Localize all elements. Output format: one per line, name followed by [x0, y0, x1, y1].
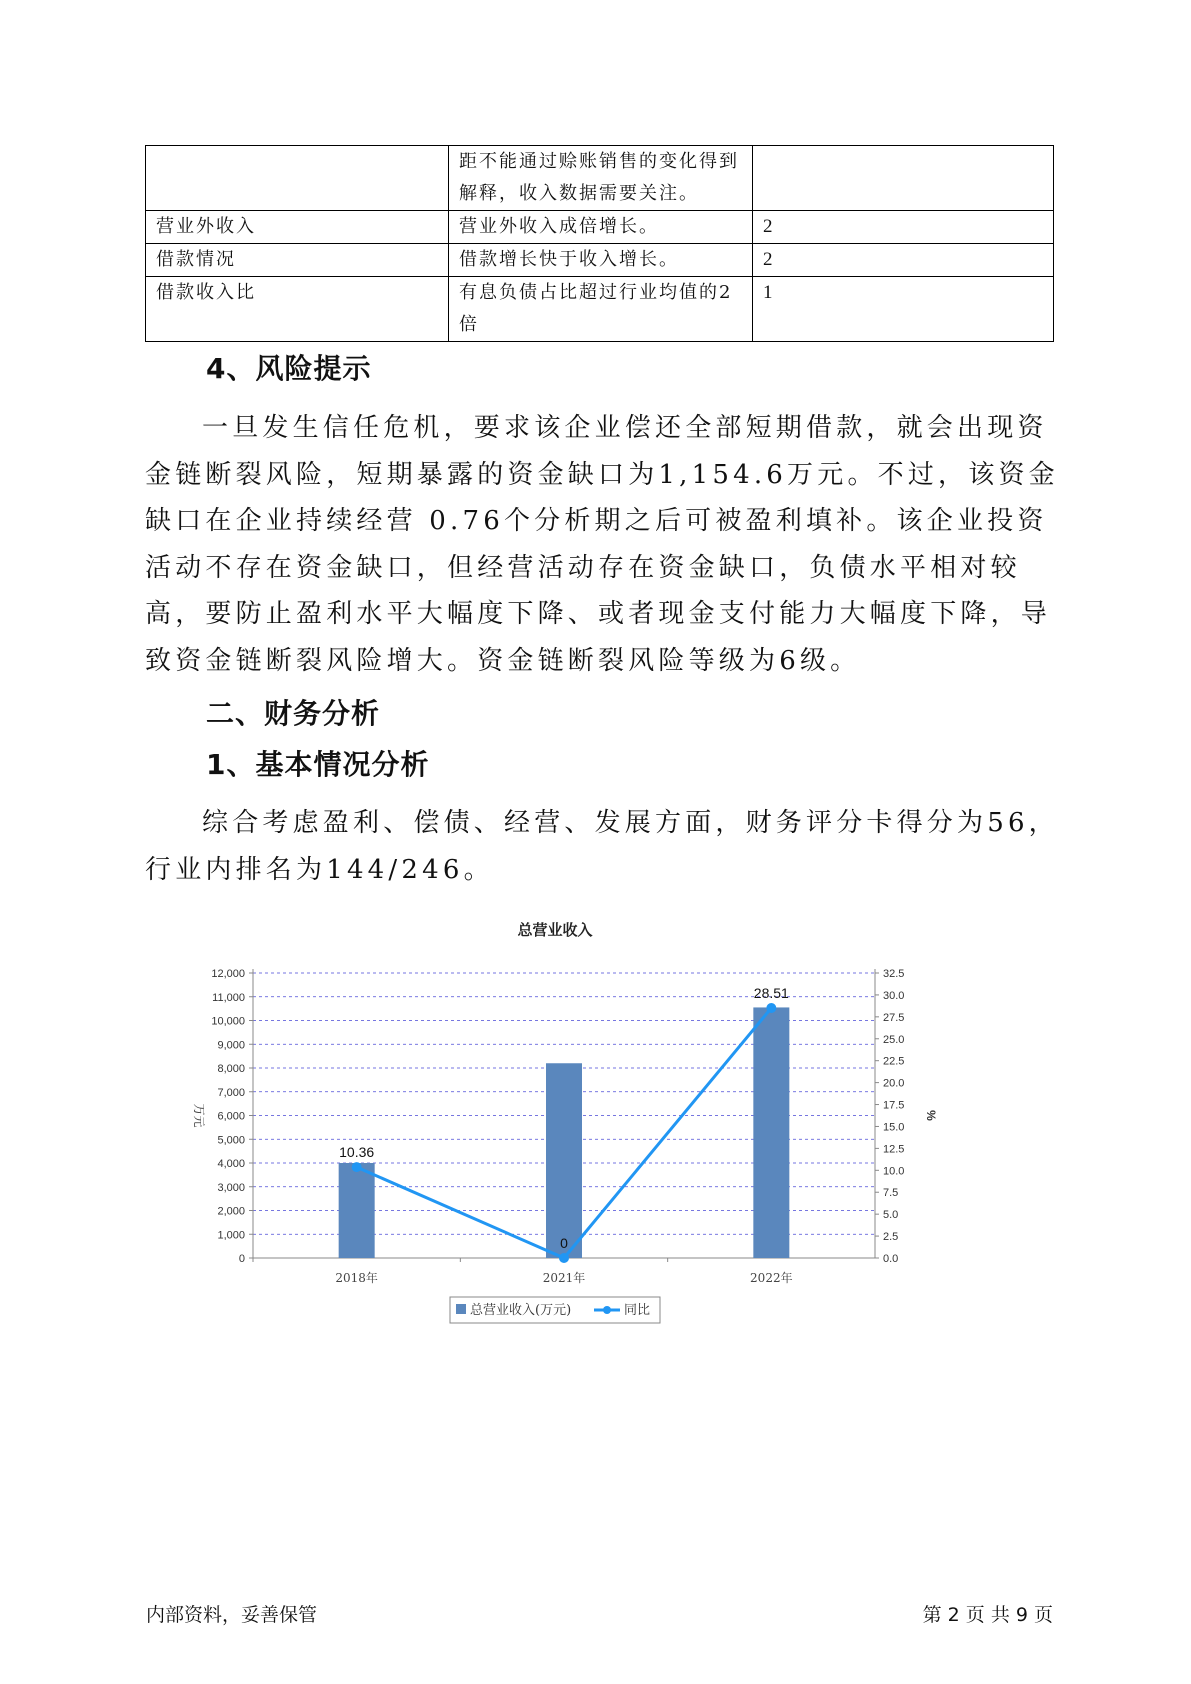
financial-analysis-heading: 二、财务分析	[206, 697, 381, 730]
table-row	[146, 146, 1054, 211]
y-tick-label: 4,000	[217, 1158, 245, 1170]
y-tick-label: 2,000	[217, 1205, 245, 1218]
y-right-tick-label: 7.5	[883, 1187, 899, 1200]
x-tick-label: 2021年	[542, 1271, 586, 1285]
table-row	[146, 244, 1054, 277]
legend-bar-swatch	[456, 1304, 466, 1314]
legend-bar-label: 总营业收入(万元)	[470, 1303, 572, 1318]
y-tick-label: 7,000	[217, 1086, 245, 1099]
y-tick-label: 12,000	[211, 968, 245, 980]
y-tick-label: 1,000	[217, 1229, 245, 1242]
y-tick-label: 10,000	[211, 1015, 245, 1028]
y-tick-label: 5,000	[217, 1134, 245, 1147]
y-right-tick-label: 15.0	[883, 1121, 905, 1134]
yoy-point	[352, 1162, 362, 1172]
table-row	[146, 211, 1054, 244]
table-cell-desc: 距不能通过赊账销售的变化得到解释，收入数据需要关注。	[449, 146, 753, 211]
table-cell-item	[146, 146, 449, 211]
y-right-tick-label: 12.5	[883, 1143, 905, 1156]
y-right-tick-label: 5.0	[883, 1209, 899, 1222]
footer-confidential: 内部资料，妥善保管	[146, 1604, 318, 1626]
yoy-point	[766, 1003, 776, 1013]
revenue-bar	[753, 1007, 789, 1258]
legend-line-label: 同比	[624, 1303, 651, 1318]
y-right-tick-label: 25.0	[883, 1033, 905, 1046]
table-cell-desc: 营业外收入成倍增长。	[449, 211, 753, 244]
y-right-tick-label: 17.5	[883, 1099, 905, 1112]
y-right-tick-label: 30.0	[883, 989, 905, 1002]
y-right-tick-label: 0.0	[883, 1253, 899, 1265]
y-right-tick-label: 20.0	[883, 1077, 905, 1090]
table-cell-score: 1	[753, 277, 1054, 342]
y-right-tick-label: 27.5	[883, 1011, 905, 1024]
y-tick-label: 8,000	[217, 1063, 245, 1075]
y-right-axis-title: %	[924, 1110, 938, 1121]
yoy-data-label: 0	[560, 1235, 568, 1251]
table-cell-desc: 借款增长快于收入增长。	[449, 244, 753, 277]
y-right-tick-label: 22.5	[883, 1055, 905, 1068]
table-row	[146, 277, 1054, 342]
table-cell-score: 2	[753, 211, 1054, 244]
revenue-bar	[546, 1063, 582, 1258]
risk-paragraph: 一旦发生信任危机，要求该企业偿还全部短期借款，就会出现资金链断裂风险，短期暴露的资金缺口为1,154.6万元。不过，该资金缺口在企业持续经营 0.76个分析期之后可被盈利填补。该企业投资活动不存在资金缺口，但经营活动存在资金缺口，负债水平相对较高，要防止盈利水平大幅度下降、或者现金支付能力大幅度下降，导致资金链断裂风险增大。资金链断裂风险等级为6级。	[145, 413, 1059, 676]
risk-indicator-table	[145, 145, 1054, 342]
table-cell-score: 2	[753, 244, 1054, 277]
y-tick-label: 11,000	[212, 991, 245, 1004]
basic-analysis-paragraph: 综合考虑盈利、偿债、经营、发展方面，财务评分卡得分为56，行业内排名为144/246。	[145, 808, 1059, 885]
table-cell-item: 借款收入比	[146, 277, 449, 342]
y-tick-label: 0	[238, 1253, 245, 1265]
yoy-data-label: 28.51	[753, 984, 789, 1001]
footer-page-number: 第 2 页 共 9 页	[922, 1604, 1053, 1626]
table-cell-desc: 有息负债占比超过行业均值的2倍	[449, 277, 753, 342]
risk-heading: 4、风险提示	[206, 352, 372, 385]
revenue-bar	[339, 1163, 375, 1258]
y-right-tick-label: 32.5	[883, 968, 905, 980]
y-tick-label: 3,000	[217, 1181, 245, 1194]
y-right-tick-label: 10.0	[883, 1165, 905, 1178]
yoy-point	[559, 1253, 569, 1263]
table-cell-item: 借款情况	[146, 244, 449, 277]
table-cell-item: 营业外收入	[146, 211, 449, 244]
y-tick-label: 6,000	[217, 1110, 245, 1123]
yoy-data-label: 10.36	[339, 1144, 375, 1161]
x-tick-label: 2022年	[750, 1271, 793, 1285]
table-cell-score	[753, 146, 1054, 211]
y-tick-label: 9,000	[217, 1039, 245, 1052]
legend-line-marker	[603, 1306, 611, 1314]
basic-analysis-heading: 1、基本情况分析	[206, 748, 430, 781]
revenue-chart-svg	[180, 915, 1050, 1390]
y-axis-title: 万元	[192, 1103, 206, 1128]
y-right-tick-label: 2.5	[883, 1231, 899, 1244]
chart-title: 总营业收入	[517, 922, 593, 939]
x-tick-label: 2018年	[335, 1271, 378, 1285]
revenue-chart	[180, 915, 1050, 1390]
